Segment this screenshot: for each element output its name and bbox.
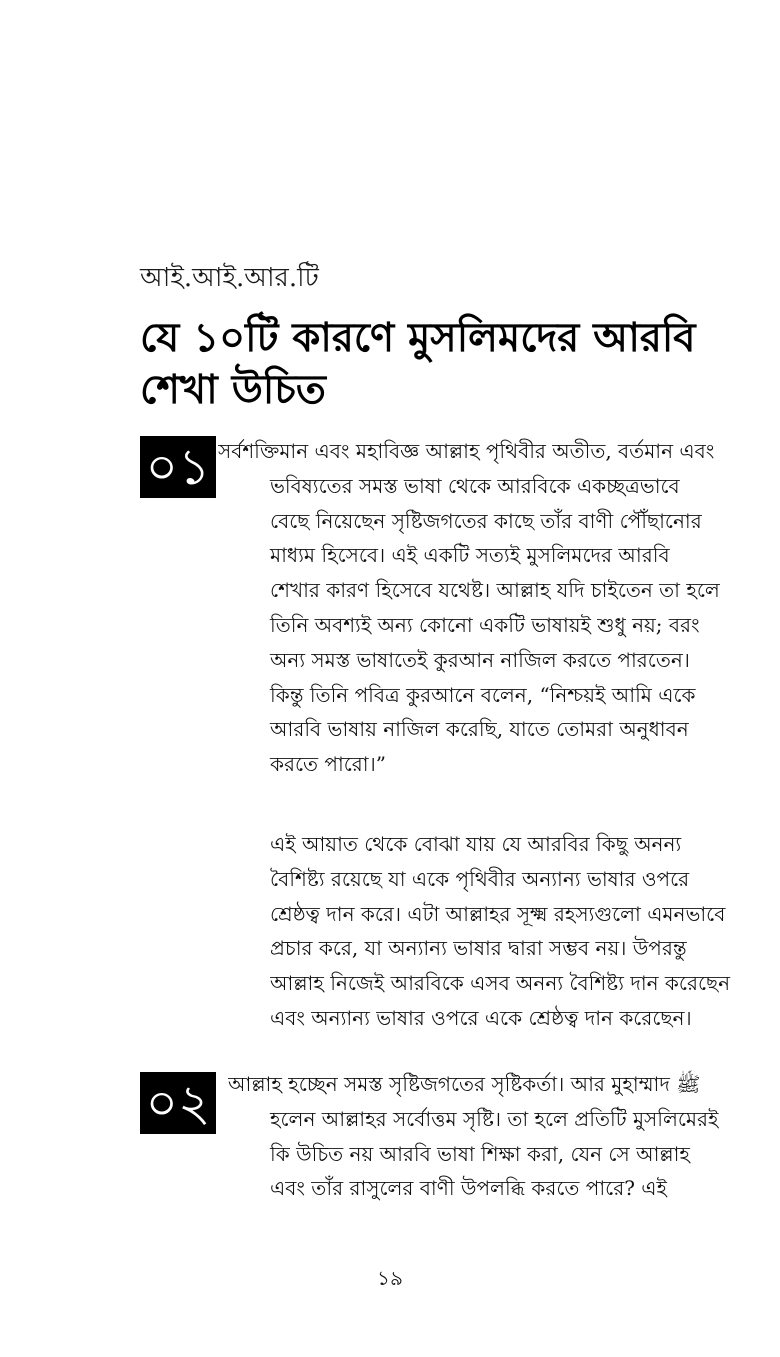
section-2-paragraph-1 [228, 1067, 750, 1206]
text-line: বেছে নিয়েছেন সৃষ্টিজগতের কাছে তাঁর বাণী পৌঁছানোর [270, 508, 702, 533]
text-line: ভবিষ্যতের সমস্ত ভাষা থেকে আরবিকে একচ্ছত্রভাবে [270, 473, 680, 498]
text-line: শ্রেষ্ঠত্ব দান করে। এটা আল্লাহর সূক্ষ্ম রহস্যগুলো এমনভাবে [270, 901, 726, 926]
text-line: এবং অন্যান্য ভাষার ওপরে একে শ্রেষ্ঠত্ব দান করেছেন। [270, 1005, 692, 1030]
page-number: ১৯ [377, 1266, 403, 1290]
text-line: এবং তাঁর রাসুলের বাণী উপলব্ধি করতে পারে? এই [270, 1176, 667, 1201]
text-line: এই আয়াত থেকে বোঝা যায় যে আরবির কিছু অনন্য [270, 832, 682, 856]
text-line: আল্লাহ নিজেই আরবিকে এসব অনন্য বৈশিষ্ট্য দান করেছেন [270, 971, 731, 996]
section-1-paragraph-2 [270, 827, 750, 1036]
text-line: সর্বশক্তিমান এবং মহাবিজ্ঞ আল্লাহ পৃথিবীর অতীত, বর্তমান এবং [218, 439, 715, 463]
text-line: শেখার কারণ হিসেবে যথেষ্ট। আল্লাহ যদি চাইতেন তা হলে [270, 578, 720, 603]
text-line: বৈশিষ্ট্য রয়েছে যা একে পৃথিবীর অন্যান্য ভাষার ওপরে [270, 866, 690, 891]
text-line: আল্লাহ হচ্ছেন সমস্ত সৃষ্টিজগতের সৃষ্টিকর্তা। আর মুহাম্মাদ ﷺ [228, 1072, 701, 1096]
text-line: আরবি ভাষায় নাজিল করেছি, যাতে তোমরা অনুধাবন [270, 717, 689, 742]
text-line: তিনি অবশ্যই অন্য কোনো একটি ভাষায়ই শুধু নয়; বরং [270, 612, 700, 637]
text-line: প্রচার করে, যা অন্যান্য ভাষার দ্বারা সম্ভব নয়। উপরন্তু [270, 936, 687, 961]
text-line: মাধ্যম হিসেবে। এই একটি সত্যই মুসলিমদের আরবি [270, 543, 670, 568]
text-line: করতে পারো।” [270, 752, 386, 777]
section-number-badge: ০১ [140, 436, 216, 498]
section-number-badge: ০২ [140, 1072, 216, 1134]
text-line: অন্য সমস্ত ভাষাতেই কুরআন নাজিল করতে পারতেন। [270, 647, 690, 672]
text-line: কি উচিত নয় আরবি ভাষা শিক্ষা করা, যেন সে আল্লাহ [270, 1141, 690, 1166]
text-line: হলেন আল্লাহর সর্বোত্তম সৃষ্টি। তা হলে প্রতিটি মুসলিমেরই [270, 1106, 719, 1131]
series-kicker: আই.আই.আর.টি [140, 263, 319, 293]
section-1-paragraph-1 [218, 434, 750, 782]
chapter-title: যে ১০টি কারণে মুসলিমদের আরবি শেখা উচিত [140, 315, 696, 413]
text-line: কিন্তু তিনি পবিত্র কুরআনে বলেন, “নিশ্চয়ই আমি একে [270, 682, 696, 707]
